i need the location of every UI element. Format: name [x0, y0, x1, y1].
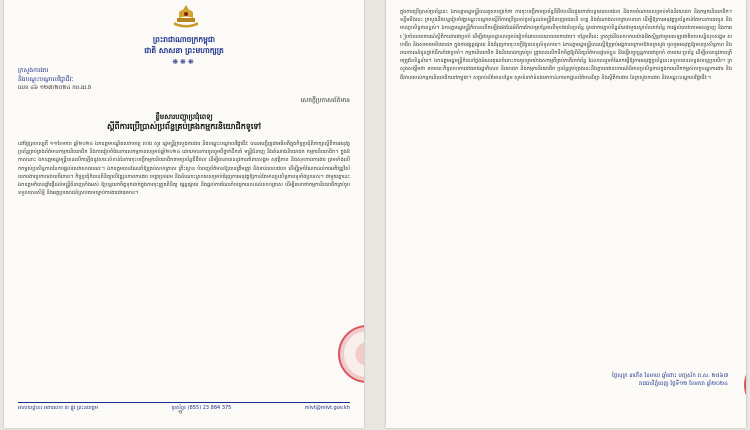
solar-date-line: រាជធានីភ្នំពេញ ថ្ងៃទី១២ ខែមករា ឆ្នាំ២០២៤: [638, 381, 728, 387]
document-reference: លេខ ៤៦ ១២៧/២០២៤ ការ.ងរ.វា: [18, 85, 92, 91]
page-number: ១: [178, 409, 183, 416]
body-text-page-1: នៅថ្ងៃព្រហស្បតិ៍ ១១ខែមករា ឆ្នាំ២០២៤ ឯកឧត្តមបណ្ឌិតសភាចារ្យ ហេង សួរ រដ្ឋមន្ត្រីក្រសួងការងារ និងបណ្តុះបណ្តាលវិជ្ជាជីវៈ បានអញ្ជើញជាអធិបតីក្នុងកិច្ចប្រជុំពិភាក្សាស្តីពីការអនុវត្តប្រព័ន្ធគ្រប់គ្រងព័ត៌មានកម្មករនិយោជិក និងការរៀបចំផែនការសកម្មភាពសម្រាប់ឆ្នាំ២០២៤ ដោយមានការចូលរួមពីថ្នាក់ដឹកនាំ មន្ត្រីជំនាញ និងតំណាងនិយោជក កម្មករនិយោជិក។ ក្នុងឱកាសនោះ ឯកឧត្តមរដ្ឋមន្ត្រីបានលើកឡើងនូវសារៈសំខាន់នៃការចុះបញ្ជីកម្មករនិយោជិកតាមប្រព័ន្ធឌីជីថល ដើម្បីធានាបាននូវការគាំពារសង្គម សុវត្ថិភាព និងសុខភាពការងារ ព្រមទាំងលើកកម្ពស់ប្រសិទ្ធភាពនៃការផ្តល់សេវាសាធារណៈ។ ឯកឧត្តមបានណែនាំឱ្យគ្រប់សហគ្រាស គ្រឹះស្ថាន បំពេញព័ត៌មានឱ្យបានត្រឹមត្រូវ និងទាន់ពេលវេលា ដើម្បីរួមចំណែកដល់ការអភិវឌ្ឍវិស័យការងារប្រកបដោយចីរភាព។ កិច្ចប្រជុំក៏បានពិនិត្យលើវឌ្ឍនភាពការងារ បញ្ហាប្រឈម និងដំណោះស្រាយសម្រាប់ជំរុញការអនុវត្តឱ្យកាន់តែមានប្រសិទ្ធភាពទូទាំងប្រទេស។ ជាមួយគ្នានេះ ឯកឧត្តមក៏បានផ្តាំផ្ញើដល់មន្ត្រីជំនាញទាំងអស់ ឱ្យបន្តយកចិត្តទុកដាក់ក្នុងការចុះត្រួតពិនិត្យ ផ្សព្វផ្សាយ និងផ្តល់ការណែនាំបច្ចេកទេសដល់សហគ្រាស ដើម្បីធានាថាកម្មករនិយោជិកគ្រប់រូបទទួលបានសិទ្ធិ និងអត្ថប្រយោជន៍ស្របតាមច្បាប់ការងារជាធរមាន។: [18, 141, 350, 197]
ministry-block: [18, 66, 138, 93]
document-title: [64, 112, 304, 132]
official-seal-stamp-left-edge: [744, 356, 746, 414]
kingdom-motto: ជាតិ សាសនា ព្រះមហាក្សត្រ: [144, 46, 224, 55]
kingdom-header: [84, 34, 284, 68]
header-ornament: ❋❋❋: [172, 58, 196, 66]
title-main: ខ្លឹមសារបញ្ហាប្រជុំពេទ្យ: [155, 113, 213, 121]
document-page-1: [4, 0, 364, 428]
body-text-page-2: ក្នុងការប្រើប្រាស់ប្រព័ន្ធនេះ ឯកឧត្តមរដ្ឋមន្ត្រីបានគូសបញ្ជាក់ថា ការចុះបញ្ជីតាមប្រព័ន្ធឌីជីថលនឹងជួយកាត់បន្ថយពេលវេលា និងការចំណាយសម្រាប់ទាំងនិយោជក និងកម្មករនិយោជិក។ ទន្ទឹមនឹងនេះ ក្រសួងនឹងបន្តរៀបចំវគ្គបណ្តុះបណ្តាលស្តីពីការប្រើប្រាស់ប្រព័ន្ធដល់មន្ត្រីជំនាញរាជធានី ខេត្ត និងតំណាងសហគ្រាសនានា ដើម្បីឱ្យការអនុវត្តប្រព័ន្ធកាន់តែមានភាពរលូន និងមានប្រសិទ្ធភាពខ្ពស់។ ឯកឧត្តមរដ្ឋមន្ត្រីក៏បានលើកឡើងផងដែរអំពីការកែលម្អបន្ថែមលើមុខងារនៃប្រព័ន្ធ ដូចជាការភ្ជាប់ទិន្នន័យជាមួយស្ថាប័នពាក់ព័ន្ធ ការផ្តល់សេវាតាមអនឡាញ និងការរៀបចំរបាយការណ៍ស្ថិតិការងារជាប្រចាំ ដើម្បីជាមូលដ្ឋានសម្រាប់រៀបចំគោលនយោបាយការងារ។ បន្ថែមពីនេះ ក្រសួងនឹងសហការយ៉ាងជិតស្និទ្ធជាមួយបេឡាជាតិរបបសន្តិសុខសង្គម សហជីព និងសមាគមនិយោជក ក្នុងការផ្សព្វផ្សាយ និងជំរុញការចុះបញ្ជីឱ្យបានទូលំទូលាយ។ ឯកឧត្តមរដ្ឋមន្ត្រីបានស្នើឱ្យគ្រប់អង្គភាពក្រោមឱវាទក្រសួង ចូលរួមអនុវត្តឱ្យមានប្រសិទ្ធភាព និងរាយការណ៍ជូនថ្នាក់ដឹកនាំជាប្រចាំ។ កម្មករនិយោជិក និងនិយោជកគ្រប់រូប ត្រូវបានលើកទឹកចិត្តឱ្យពិនិត្យព័ត៌មានផ្ទាល់ខ្លួន និងធ្វើបច្ចុប្បន្នភាពជាប្រចាំ តាមរយៈប្រព័ន្ធ ដើម្បីធានានូវភាពត្រឹមត្រូវនៃទិន្នន័យ។ ឯកឧត្តមរដ្ឋមន្ត្រីក៏បានថ្លែងអំណរគុណចំពោះការចូលរួមយ៉ាងសកម្មពីគ្រប់ភាគីពាក់ព័ន្ធ ដែលបានរួមចំណែកធ្វើឱ្យការអនុវត្តប្រព័ន្ធនេះទទួលបានលទ្ធផលល្អប្រសើរ។ ក្រសួងសង្ឃឹមថា តាមរយៈកិច្ចសហការរវាងរាជរដ្ឋាភិបាល និយោជក និងកម្មករនិយោជិក ប្រព័ន្ធគ្រប់គ្រងនេះនឹងក្លាយជាឧបករណ៍ដ៏មានប្រសិទ្ធភាពក្នុងការលើកកម្ពស់លក្ខខណ្ឌការងារ និងជីវភាពរបស់កម្មករនិយោជិកនៅកម្ពុជា។ សម្រាប់ព័ត៌មានបន្ថែម សូមទំនាក់ទំនងមកកាន់នាយកដ្ឋានព័ត៌មានវិទ្យា និងស្ថិតិការងារ នៃក្រសួងការងារ និងបណ្តុះបណ្តាលវិជ្ជាជីវៈ។: [400, 9, 732, 81]
document-type-label: សេចក្ដីប្រកាសព័ត៌មាន: [300, 97, 350, 104]
footer-phone: ទូរស័ព្ទ៖ (855) 23 884 375: [171, 405, 232, 411]
signature-date-block: [528, 372, 728, 388]
page-footer: [18, 402, 350, 412]
title-subtitle: ស្តីពីការប្រើប្រាស់ប្រព័ន្ធគ្រប់គ្រងកម្មករនិយោជិកទូទៅ: [106, 122, 262, 131]
royal-emblem-icon: [170, 4, 202, 30]
kingdom-title: ព្រះរាជាណាចក្រកម្ពុជា: [152, 35, 216, 44]
lunar-date-line: ថ្ងៃសុក្រ ៣កើត ខែមាឃ ឆ្នាំថោះ បញ្ចស័ក ព.ស. ២៥៦៧: [611, 373, 728, 379]
ministry-name: ក្រសួងការងារ និងបណ្ដុះបណ្ដាលវិជ្ជាជីវៈ: [18, 67, 74, 83]
document-page-2: [386, 0, 746, 428]
footer-address: អាសយដ្ឋាន៖ អគារលេខ ៣ ផ្លូវ ព្រះនរោត្តម: [18, 405, 98, 411]
footer-email: mlvt@mlvt.gov.kh: [304, 405, 350, 411]
